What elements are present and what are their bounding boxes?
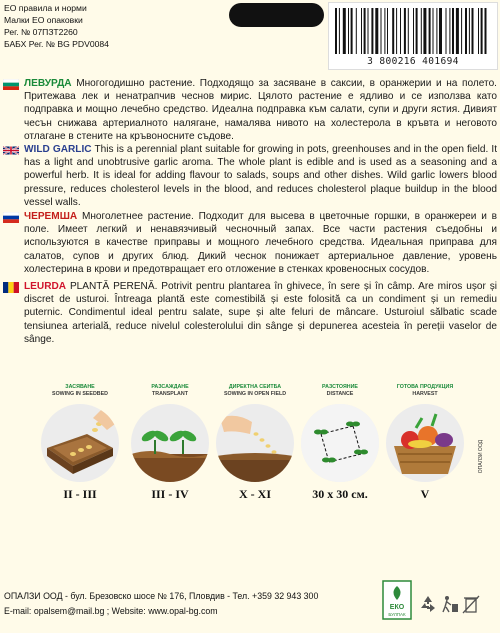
- footer-contact: E-mail: opalsem@mail.bg ; Website: www.opal-bg.com: [4, 606, 218, 616]
- vertical-code: ОПАЛЗИ ООД: [478, 440, 484, 474]
- description-ru: [3, 210, 497, 276]
- stage-label-transplant: РАЗСАЖДАНЕ TRANSPLANT: [151, 384, 189, 397]
- description-en: [3, 143, 497, 209]
- stage-label-harvest: ГОТОВА ПРОДУКЦИЯ HARVEST: [396, 384, 454, 397]
- eco-sub-label: БУЛПАК: [388, 612, 406, 617]
- open-field-sowing-icon: [216, 404, 294, 482]
- title-en: WILD GARLIC: [24, 144, 92, 155]
- stage-value-direct-sowing: X - XI: [239, 487, 271, 501]
- meta-line: Рег. № 07ПЗТ2260: [4, 27, 78, 37]
- transplant-icon: [131, 404, 209, 482]
- regulatory-info: [4, 2, 109, 50]
- stage-value-sowing: II - III: [63, 487, 97, 501]
- eco-bulpak-logo: [382, 580, 412, 625]
- meta-line: Малки ЕО опаковки: [4, 15, 83, 25]
- barcode-number: 3 800216 401694: [367, 56, 459, 67]
- harvest-basket-icon: [386, 404, 464, 482]
- barcode-bars: [335, 8, 491, 54]
- description-bg: [3, 77, 497, 143]
- bulgaria-flag-icon: [3, 79, 19, 90]
- stage-value-harvest: V: [420, 487, 430, 501]
- tidyman-icon: [440, 594, 460, 619]
- stage-label-distance: РАЗСТОЯНИЕ DISTANCE: [322, 384, 358, 397]
- stage-value-transplant: III - IV: [151, 487, 189, 501]
- stage-label-direct-sowing: ДИРЕКТНА СЕИТБА SOWING IN OPEN FIELD: [223, 384, 287, 397]
- hang-tab-slot: [229, 3, 324, 27]
- barcode: [328, 2, 498, 70]
- text-ru: Многолетнее растение. Подходит для высева в цветочные горшки, в оранжереи и в поле. Имеет легкий и ненавязчивый чесночный запах. Все части растения съедобны и используются в качестве приправы и мощного лечебного средства. Идеальная приправа для салатов, супов и других блюд. Дикий чеснок понижает артериальное давление, уровень холестерина в крови и предотвращает его отложение в стенках кровеносных сосудов.: [24, 211, 497, 275]
- title-ro: LEURDA: [24, 281, 67, 292]
- meta-line: БАБХ Рег. № BG PDV0084: [4, 39, 109, 49]
- romania-flag-icon: [3, 282, 19, 293]
- seedbed-sowing-icon: [41, 404, 119, 482]
- recycle-icon: [418, 594, 438, 619]
- stage-label-sowing: ЗАСЯВАНЕ SOWING IN SEEDBED: [52, 384, 108, 397]
- uk-flag-icon: [3, 145, 19, 156]
- description-ro: [3, 280, 497, 346]
- text-ro: PLANTĂ PERENĂ. Potrivit pentru plantarea în ghivece, în sere și în câmp. Are miros ușor și discret de usturoi. Întreaga plantă este comestibilă și este folosită ca un condiment și un remediu puternic. Condimentul ideal pentru salate, supe și alte feluri de mâncare. Usturoiul sălbatic scade tensiunea arterială, reduce nivelul colesterolului din sânge și depunerea acesteia în pereții vaselor de sânge.: [24, 281, 497, 345]
- text-bg: Многогодишно растение. Подходящо за засяване в саксии, в оранжерии и на полето. Притежава лек и ненатрапчив чеснов мирис. Цялото растение е ядливо и се използва като подправка и мощно лечебно средство. Идеална подправка към салати, супи и други ястия. Дивият чесън снижава артериалното налягане, намалява нивото на холестерола в кръвта и неговото отлагане в стените на кръвоносните съдове.: [24, 78, 497, 142]
- russia-flag-icon: [3, 212, 19, 223]
- text-en: This is a perennial plant suitable for growing in pots, greenhouses and in the open field. It has a light and unobtrusive garlic aroma. The whole plant is edible and is used as a seasoning and a powerful herb. It is ideal for adding flavour to salads, soups and other dishes. Wild garlic lowers blood pressure, reduces cholesterol levels in the blood, and reduces cholesterol plaque buildup in the blood vessel walls.: [24, 144, 497, 208]
- no-litter-bin-icon: [462, 594, 480, 619]
- meta-line: ЕО правила и норми: [4, 3, 87, 13]
- eco-label: ЕКО: [389, 604, 405, 611]
- footer-address: ОПАЛЗИ ООД - бул. Брезовско шосе № 176, Пловдив - Тел. +359 32 943 300: [4, 591, 319, 601]
- title-ru: ЧЕРЕМША: [24, 211, 78, 222]
- title-bg: ЛЕВУРДА: [24, 78, 72, 89]
- stage-value-distance: 30 x 30 см.: [312, 487, 368, 501]
- plant-distance-icon: [301, 404, 379, 482]
